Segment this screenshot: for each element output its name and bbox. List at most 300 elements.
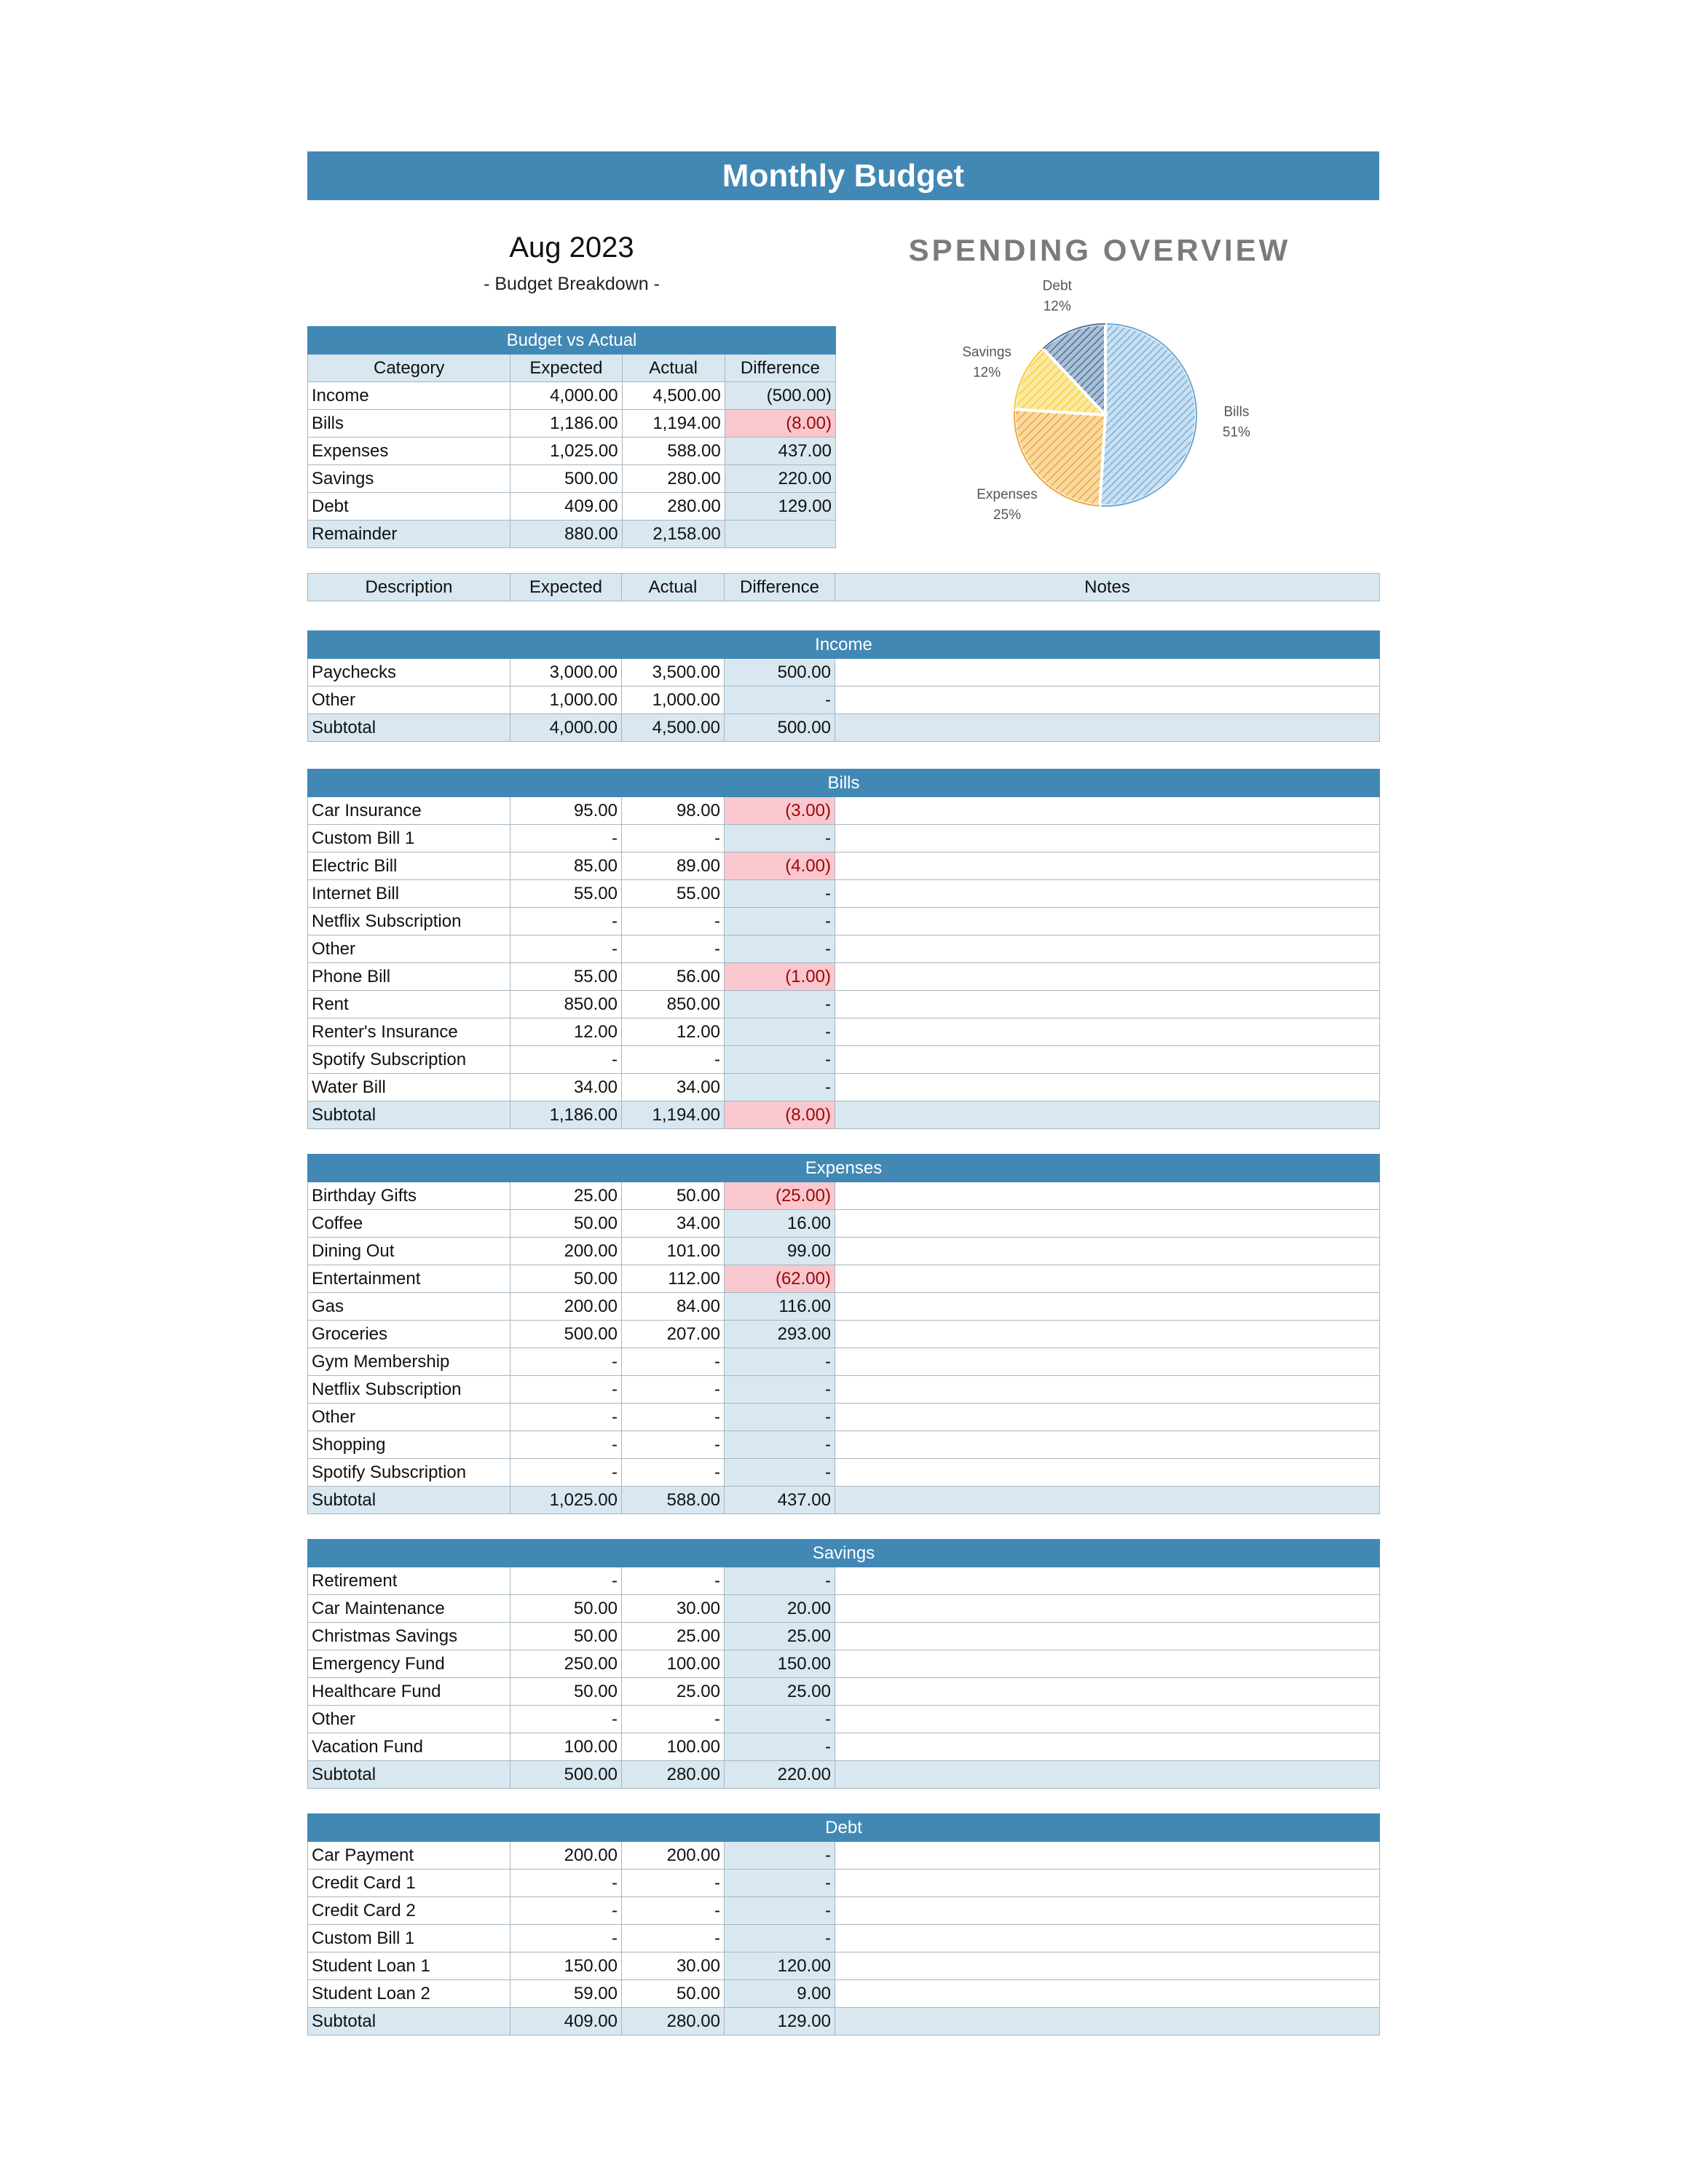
- summary-header-expected: Expected: [510, 355, 622, 382]
- notes-cell[interactable]: [835, 1925, 1380, 1952]
- actual-cell: 101.00: [622, 1238, 725, 1265]
- section-title: Income: [308, 631, 1380, 659]
- table-row: [308, 935, 1380, 963]
- description-cell: Other: [308, 687, 510, 714]
- description-cell: Spotify Subscription: [308, 1459, 510, 1487]
- notes-cell[interactable]: [835, 1459, 1380, 1487]
- expected-cell: -: [510, 1706, 622, 1733]
- expected-cell: 50.00: [510, 1210, 622, 1238]
- notes-cell[interactable]: [835, 1376, 1380, 1404]
- table-row: [308, 1897, 1380, 1925]
- difference-cell: -: [725, 1376, 835, 1404]
- expected-cell: 85.00: [510, 852, 622, 880]
- description-cell: Paychecks: [308, 659, 510, 687]
- difference-cell: 25.00: [725, 1623, 835, 1650]
- difference-cell: -: [725, 1567, 835, 1595]
- expected-cell: 34.00: [510, 1074, 622, 1101]
- expected-cell: 50.00: [510, 1265, 622, 1293]
- expected-cell: 95.00: [510, 797, 622, 825]
- expected-cell: -: [510, 1870, 622, 1897]
- actual-cell: 200.00: [622, 1842, 725, 1870]
- difference-cell: (3.00): [725, 797, 835, 825]
- expected-cell: 50.00: [510, 1623, 622, 1650]
- table-row: [308, 1293, 1380, 1321]
- notes-cell[interactable]: [835, 1404, 1380, 1431]
- notes-cell[interactable]: [835, 825, 1380, 852]
- actual-cell: 25.00: [622, 1623, 725, 1650]
- remainder-difference: [725, 521, 835, 548]
- summary-category: Debt: [308, 493, 510, 521]
- column-notes: Notes: [835, 574, 1380, 601]
- description-cell: Custom Bill 1: [308, 825, 510, 852]
- expected-cell: -: [510, 1404, 622, 1431]
- notes-cell[interactable]: [835, 797, 1380, 825]
- description-cell: Student Loan 1: [308, 1952, 510, 1980]
- section-title: Savings: [308, 1540, 1380, 1567]
- expected-cell: 150.00: [510, 1952, 622, 1980]
- difference-cell: -: [725, 935, 835, 963]
- notes-cell[interactable]: [835, 1046, 1380, 1074]
- remainder-actual: 2,158.00: [622, 521, 725, 548]
- notes-cell[interactable]: [835, 1623, 1380, 1650]
- difference-cell: -: [725, 908, 835, 935]
- table-row: [308, 1870, 1380, 1897]
- summary-row-debt: [308, 493, 836, 521]
- page-title: Monthly Budget: [307, 151, 1379, 200]
- summary-actual: 4,500.00: [622, 382, 725, 410]
- table-row: [308, 1431, 1380, 1459]
- description-cell: Gas: [308, 1293, 510, 1321]
- actual-cell: 3,500.00: [622, 659, 725, 687]
- summary-row-bills: [308, 410, 836, 438]
- actual-cell: -: [622, 1459, 725, 1487]
- table-row: [308, 797, 1380, 825]
- expected-cell: 50.00: [510, 1678, 622, 1706]
- notes-cell[interactable]: [835, 1595, 1380, 1623]
- summary-category: Expenses: [308, 438, 510, 465]
- difference-cell: -: [725, 1348, 835, 1376]
- summary-header-category: Category: [308, 355, 510, 382]
- difference-cell: -: [725, 687, 835, 714]
- notes-cell[interactable]: [835, 1870, 1380, 1897]
- difference-cell: -: [725, 825, 835, 852]
- spending-overview-chart: [908, 233, 1309, 539]
- actual-cell: 50.00: [622, 1182, 725, 1210]
- notes-cell[interactable]: [835, 659, 1380, 687]
- notes-cell[interactable]: [835, 1431, 1380, 1459]
- notes-cell[interactable]: [835, 1238, 1380, 1265]
- subtotal-row: [308, 714, 1380, 742]
- actual-cell: 84.00: [622, 1293, 725, 1321]
- description-cell: Electric Bill: [308, 852, 510, 880]
- table-row: [308, 1623, 1380, 1650]
- expected-cell: -: [510, 1567, 622, 1595]
- difference-cell: -: [725, 1842, 835, 1870]
- expected-cell: -: [510, 1046, 622, 1074]
- actual-cell: -: [622, 1870, 725, 1897]
- expected-cell: 100.00: [510, 1733, 622, 1761]
- notes-cell[interactable]: [835, 1980, 1380, 2008]
- description-cell: Shopping: [308, 1431, 510, 1459]
- description-cell: Internet Bill: [308, 880, 510, 908]
- expected-cell: -: [510, 1431, 622, 1459]
- description-cell: Custom Bill 1: [308, 1925, 510, 1952]
- actual-cell: 1,000.00: [622, 687, 725, 714]
- description-cell: Coffee: [308, 1210, 510, 1238]
- summary-expected: 1,025.00: [510, 438, 622, 465]
- description-cell: Netflix Subscription: [308, 1376, 510, 1404]
- table-row: [308, 1678, 1380, 1706]
- difference-cell: 9.00: [725, 1980, 835, 2008]
- description-cell: Phone Bill: [308, 963, 510, 991]
- subtotal-row: [308, 1101, 1380, 1129]
- actual-cell: -: [622, 825, 725, 852]
- notes-cell[interactable]: [835, 1210, 1380, 1238]
- difference-cell: -: [725, 880, 835, 908]
- description-cell: Rent: [308, 991, 510, 1018]
- pie-label-debt: Debt: [1042, 278, 1072, 294]
- difference-cell: 16.00: [725, 1210, 835, 1238]
- table-row: [308, 1650, 1380, 1678]
- summary-actual: 280.00: [622, 493, 725, 521]
- section-savings-table: [307, 1539, 1380, 1789]
- table-row: [308, 1706, 1380, 1733]
- summary-expected: 1,186.00: [510, 410, 622, 438]
- difference-cell: 116.00: [725, 1293, 835, 1321]
- month-label: Aug 2023: [509, 232, 634, 264]
- summary-row-savings: [308, 465, 836, 493]
- actual-cell: -: [622, 1348, 725, 1376]
- table-row: [308, 1265, 1380, 1293]
- expected-cell: 55.00: [510, 880, 622, 908]
- table-row: [308, 687, 1380, 714]
- difference-cell: -: [725, 1925, 835, 1952]
- description-cell: Spotify Subscription: [308, 1046, 510, 1074]
- description-cell: Other: [308, 935, 510, 963]
- description-cell: Car Insurance: [308, 797, 510, 825]
- notes-cell[interactable]: [835, 1018, 1380, 1046]
- expected-cell: -: [510, 1459, 622, 1487]
- difference-cell: -: [725, 1431, 835, 1459]
- pie-slice-bills: [1100, 324, 1196, 506]
- notes-cell[interactable]: [835, 908, 1380, 935]
- column-difference: Difference: [725, 574, 835, 601]
- expected-cell: -: [510, 908, 622, 935]
- description-cell: Credit Card 1: [308, 1870, 510, 1897]
- table-row: [308, 1046, 1380, 1074]
- actual-cell: 56.00: [622, 963, 725, 991]
- difference-cell: (62.00): [725, 1265, 835, 1293]
- description-cell: Water Bill: [308, 1074, 510, 1101]
- expected-cell: -: [510, 935, 622, 963]
- table-row: [308, 1980, 1380, 2008]
- difference-cell: 500.00: [725, 714, 835, 742]
- actual-cell: 89.00: [622, 852, 725, 880]
- table-row: [308, 1321, 1380, 1348]
- notes-cell[interactable]: [835, 687, 1380, 714]
- difference-cell: (25.00): [725, 1182, 835, 1210]
- actual-cell: -: [622, 1567, 725, 1595]
- difference-cell: 150.00: [725, 1650, 835, 1678]
- difference-cell: 220.00: [725, 1761, 835, 1789]
- notes-cell[interactable]: [835, 1101, 1380, 1129]
- summary-expected: 409.00: [510, 493, 622, 521]
- difference-cell: (8.00): [725, 1101, 835, 1129]
- description-cell: Vacation Fund: [308, 1733, 510, 1761]
- actual-cell: -: [622, 1376, 725, 1404]
- notes-cell[interactable]: [835, 2008, 1380, 2035]
- notes-cell[interactable]: [835, 1182, 1380, 1210]
- budget-breakdown-subtitle: - Budget Breakdown -: [484, 274, 660, 294]
- table-row: [308, 1018, 1380, 1046]
- notes-cell[interactable]: [835, 935, 1380, 963]
- difference-cell: -: [725, 1074, 835, 1101]
- expected-cell: 200.00: [510, 1842, 622, 1870]
- actual-cell: 1,194.00: [622, 1101, 725, 1129]
- table-row: [308, 1459, 1380, 1487]
- table-row: [308, 1376, 1380, 1404]
- actual-cell: 4,500.00: [622, 714, 725, 742]
- actual-cell: 100.00: [622, 1650, 725, 1678]
- actual-cell: 850.00: [622, 991, 725, 1018]
- description-cell: Healthcare Fund: [308, 1678, 510, 1706]
- actual-cell: 34.00: [622, 1210, 725, 1238]
- actual-cell: 55.00: [622, 880, 725, 908]
- summary-row-expenses: [308, 438, 836, 465]
- summary-header-actual: Actual: [622, 355, 725, 382]
- remainder-label: Remainder: [308, 521, 510, 548]
- notes-cell[interactable]: [835, 963, 1380, 991]
- summary-actual: 1,194.00: [622, 410, 725, 438]
- summary-difference: 129.00: [725, 493, 835, 521]
- difference-cell: -: [725, 1706, 835, 1733]
- actual-cell: 588.00: [622, 1487, 725, 1514]
- table-row: [308, 1238, 1380, 1265]
- difference-cell: 120.00: [725, 1952, 835, 1980]
- table-row: [308, 1733, 1380, 1761]
- difference-cell: 500.00: [725, 659, 835, 687]
- description-cell: Birthday Gifts: [308, 1182, 510, 1210]
- expected-cell: 1,025.00: [510, 1487, 622, 1514]
- expected-cell: 3,000.00: [510, 659, 622, 687]
- expected-cell: 200.00: [510, 1293, 622, 1321]
- expected-cell: 12.00: [510, 1018, 622, 1046]
- subtotal-row: [308, 1761, 1380, 1789]
- pie-percent-expenses: 25%: [993, 507, 1021, 523]
- difference-cell: 129.00: [725, 2008, 835, 2035]
- column-description: Description: [308, 574, 510, 601]
- actual-cell: 207.00: [622, 1321, 725, 1348]
- expected-cell: 55.00: [510, 963, 622, 991]
- table-row: [308, 825, 1380, 852]
- subtotal-row: [308, 1487, 1380, 1514]
- section-debt-table: [307, 1813, 1380, 2035]
- table-row: [308, 1074, 1380, 1101]
- notes-cell[interactable]: [835, 1074, 1380, 1101]
- difference-cell: -: [725, 1404, 835, 1431]
- notes-cell[interactable]: [835, 1487, 1380, 1514]
- description-cell: Retirement: [308, 1567, 510, 1595]
- table-row: [308, 991, 1380, 1018]
- section-bills-table: [307, 769, 1380, 1129]
- difference-cell: -: [725, 1018, 835, 1046]
- actual-cell: 112.00: [622, 1265, 725, 1293]
- expected-cell: 409.00: [510, 2008, 622, 2035]
- notes-cell[interactable]: [835, 1265, 1380, 1293]
- expected-cell: 500.00: [510, 1321, 622, 1348]
- expected-cell: -: [510, 1897, 622, 1925]
- difference-cell: 20.00: [725, 1595, 835, 1623]
- section-income-table: [307, 630, 1380, 742]
- table-row: [308, 1842, 1380, 1870]
- difference-cell: -: [725, 1046, 835, 1074]
- actual-cell: -: [622, 1431, 725, 1459]
- expected-cell: -: [510, 825, 622, 852]
- section-title: Bills: [308, 769, 1380, 797]
- expected-cell: -: [510, 1376, 622, 1404]
- difference-cell: (1.00): [725, 963, 835, 991]
- notes-cell[interactable]: [835, 1678, 1380, 1706]
- pie-label-savings: Savings: [962, 344, 1011, 360]
- notes-cell[interactable]: [835, 1733, 1380, 1761]
- actual-cell: -: [622, 1706, 725, 1733]
- table-row: [308, 963, 1380, 991]
- remainder-expected: 880.00: [510, 521, 622, 548]
- table-row: [308, 880, 1380, 908]
- actual-cell: 280.00: [622, 1761, 725, 1789]
- notes-cell[interactable]: [835, 1706, 1380, 1733]
- description-cell: Car Maintenance: [308, 1595, 510, 1623]
- notes-cell[interactable]: [835, 714, 1380, 742]
- expected-cell: 4,000.00: [510, 714, 622, 742]
- pie-label-bills: Bills: [1223, 404, 1250, 420]
- difference-cell: -: [725, 1870, 835, 1897]
- description-cell: Subtotal: [308, 714, 510, 742]
- section-title: Expenses: [308, 1155, 1380, 1182]
- difference-cell: -: [725, 991, 835, 1018]
- notes-cell[interactable]: [835, 880, 1380, 908]
- description-cell: Subtotal: [308, 2008, 510, 2035]
- expected-cell: 850.00: [510, 991, 622, 1018]
- pie-label-expenses: Expenses: [977, 487, 1038, 503]
- summary-category: Savings: [308, 465, 510, 493]
- notes-cell[interactable]: [835, 1761, 1380, 1789]
- summary-header-difference: Difference: [725, 355, 835, 382]
- notes-cell[interactable]: [835, 1952, 1380, 1980]
- actual-cell: 280.00: [622, 2008, 725, 2035]
- pie-percent-bills: 51%: [1222, 424, 1250, 440]
- summary-difference: (8.00): [725, 410, 835, 438]
- summary-category: Income: [308, 382, 510, 410]
- notes-cell[interactable]: [835, 1348, 1380, 1376]
- actual-cell: -: [622, 1404, 725, 1431]
- description-cell: Groceries: [308, 1321, 510, 1348]
- column-header-table: [307, 573, 1380, 601]
- summary-difference: 437.00: [725, 438, 835, 465]
- difference-cell: 99.00: [725, 1238, 835, 1265]
- actual-cell: -: [622, 908, 725, 935]
- actual-cell: 34.00: [622, 1074, 725, 1101]
- actual-cell: -: [622, 1897, 725, 1925]
- description-cell: Subtotal: [308, 1487, 510, 1514]
- description-cell: Subtotal: [308, 1761, 510, 1789]
- actual-cell: -: [622, 1046, 725, 1074]
- description-cell: Other: [308, 1404, 510, 1431]
- notes-cell[interactable]: [835, 991, 1380, 1018]
- summary-difference: 220.00: [725, 465, 835, 493]
- actual-cell: 25.00: [622, 1678, 725, 1706]
- difference-cell: -: [725, 1733, 835, 1761]
- notes-cell[interactable]: [835, 852, 1380, 880]
- summary-category: Bills: [308, 410, 510, 438]
- table-row: [308, 1925, 1380, 1952]
- notes-cell[interactable]: [835, 1321, 1380, 1348]
- description-cell: Renter's Insurance: [308, 1018, 510, 1046]
- table-row: [308, 908, 1380, 935]
- expected-cell: 59.00: [510, 1980, 622, 2008]
- summary-title: Budget vs Actual: [308, 327, 836, 355]
- summary-expected: 4,000.00: [510, 382, 622, 410]
- description-cell: Netflix Subscription: [308, 908, 510, 935]
- actual-cell: 100.00: [622, 1733, 725, 1761]
- notes-cell[interactable]: [835, 1567, 1380, 1595]
- difference-cell: 293.00: [725, 1321, 835, 1348]
- table-row: [308, 1567, 1380, 1595]
- table-row: [308, 852, 1380, 880]
- difference-cell: 25.00: [725, 1678, 835, 1706]
- description-cell: Dining Out: [308, 1238, 510, 1265]
- notes-cell[interactable]: [835, 1842, 1380, 1870]
- notes-cell[interactable]: [835, 1293, 1380, 1321]
- actual-cell: 98.00: [622, 797, 725, 825]
- expected-cell: 500.00: [510, 1761, 622, 1789]
- expected-cell: 250.00: [510, 1650, 622, 1678]
- table-row: [308, 1182, 1380, 1210]
- actual-cell: 30.00: [622, 1952, 725, 1980]
- difference-cell: 437.00: [725, 1487, 835, 1514]
- expected-cell: 50.00: [510, 1595, 622, 1623]
- actual-cell: 30.00: [622, 1595, 725, 1623]
- difference-cell: -: [725, 1897, 835, 1925]
- expected-cell: 1,186.00: [510, 1101, 622, 1129]
- description-cell: Other: [308, 1706, 510, 1733]
- section-title: Debt: [308, 1814, 1380, 1842]
- expected-cell: 200.00: [510, 1238, 622, 1265]
- actual-cell: -: [622, 935, 725, 963]
- description-cell: Subtotal: [308, 1101, 510, 1129]
- expected-cell: 25.00: [510, 1182, 622, 1210]
- notes-cell[interactable]: [835, 1897, 1380, 1925]
- description-cell: Student Loan 2: [308, 1980, 510, 2008]
- difference-cell: -: [725, 1459, 835, 1487]
- expected-cell: -: [510, 1925, 622, 1952]
- actual-cell: 12.00: [622, 1018, 725, 1046]
- column-actual: Actual: [622, 574, 725, 601]
- actual-cell: -: [622, 1925, 725, 1952]
- table-row: [308, 1595, 1380, 1623]
- budget-vs-actual-table: [307, 326, 836, 548]
- subtotal-row: [308, 2008, 1380, 2035]
- difference-cell: (4.00): [725, 852, 835, 880]
- description-cell: Emergency Fund: [308, 1650, 510, 1678]
- table-row: [308, 659, 1380, 687]
- table-row: [308, 1348, 1380, 1376]
- section-expenses-table: [307, 1154, 1380, 1514]
- notes-cell[interactable]: [835, 1650, 1380, 1678]
- description-cell: Credit Card 2: [308, 1897, 510, 1925]
- pie-percent-debt: 12%: [1043, 298, 1071, 314]
- table-row: [308, 1210, 1380, 1238]
